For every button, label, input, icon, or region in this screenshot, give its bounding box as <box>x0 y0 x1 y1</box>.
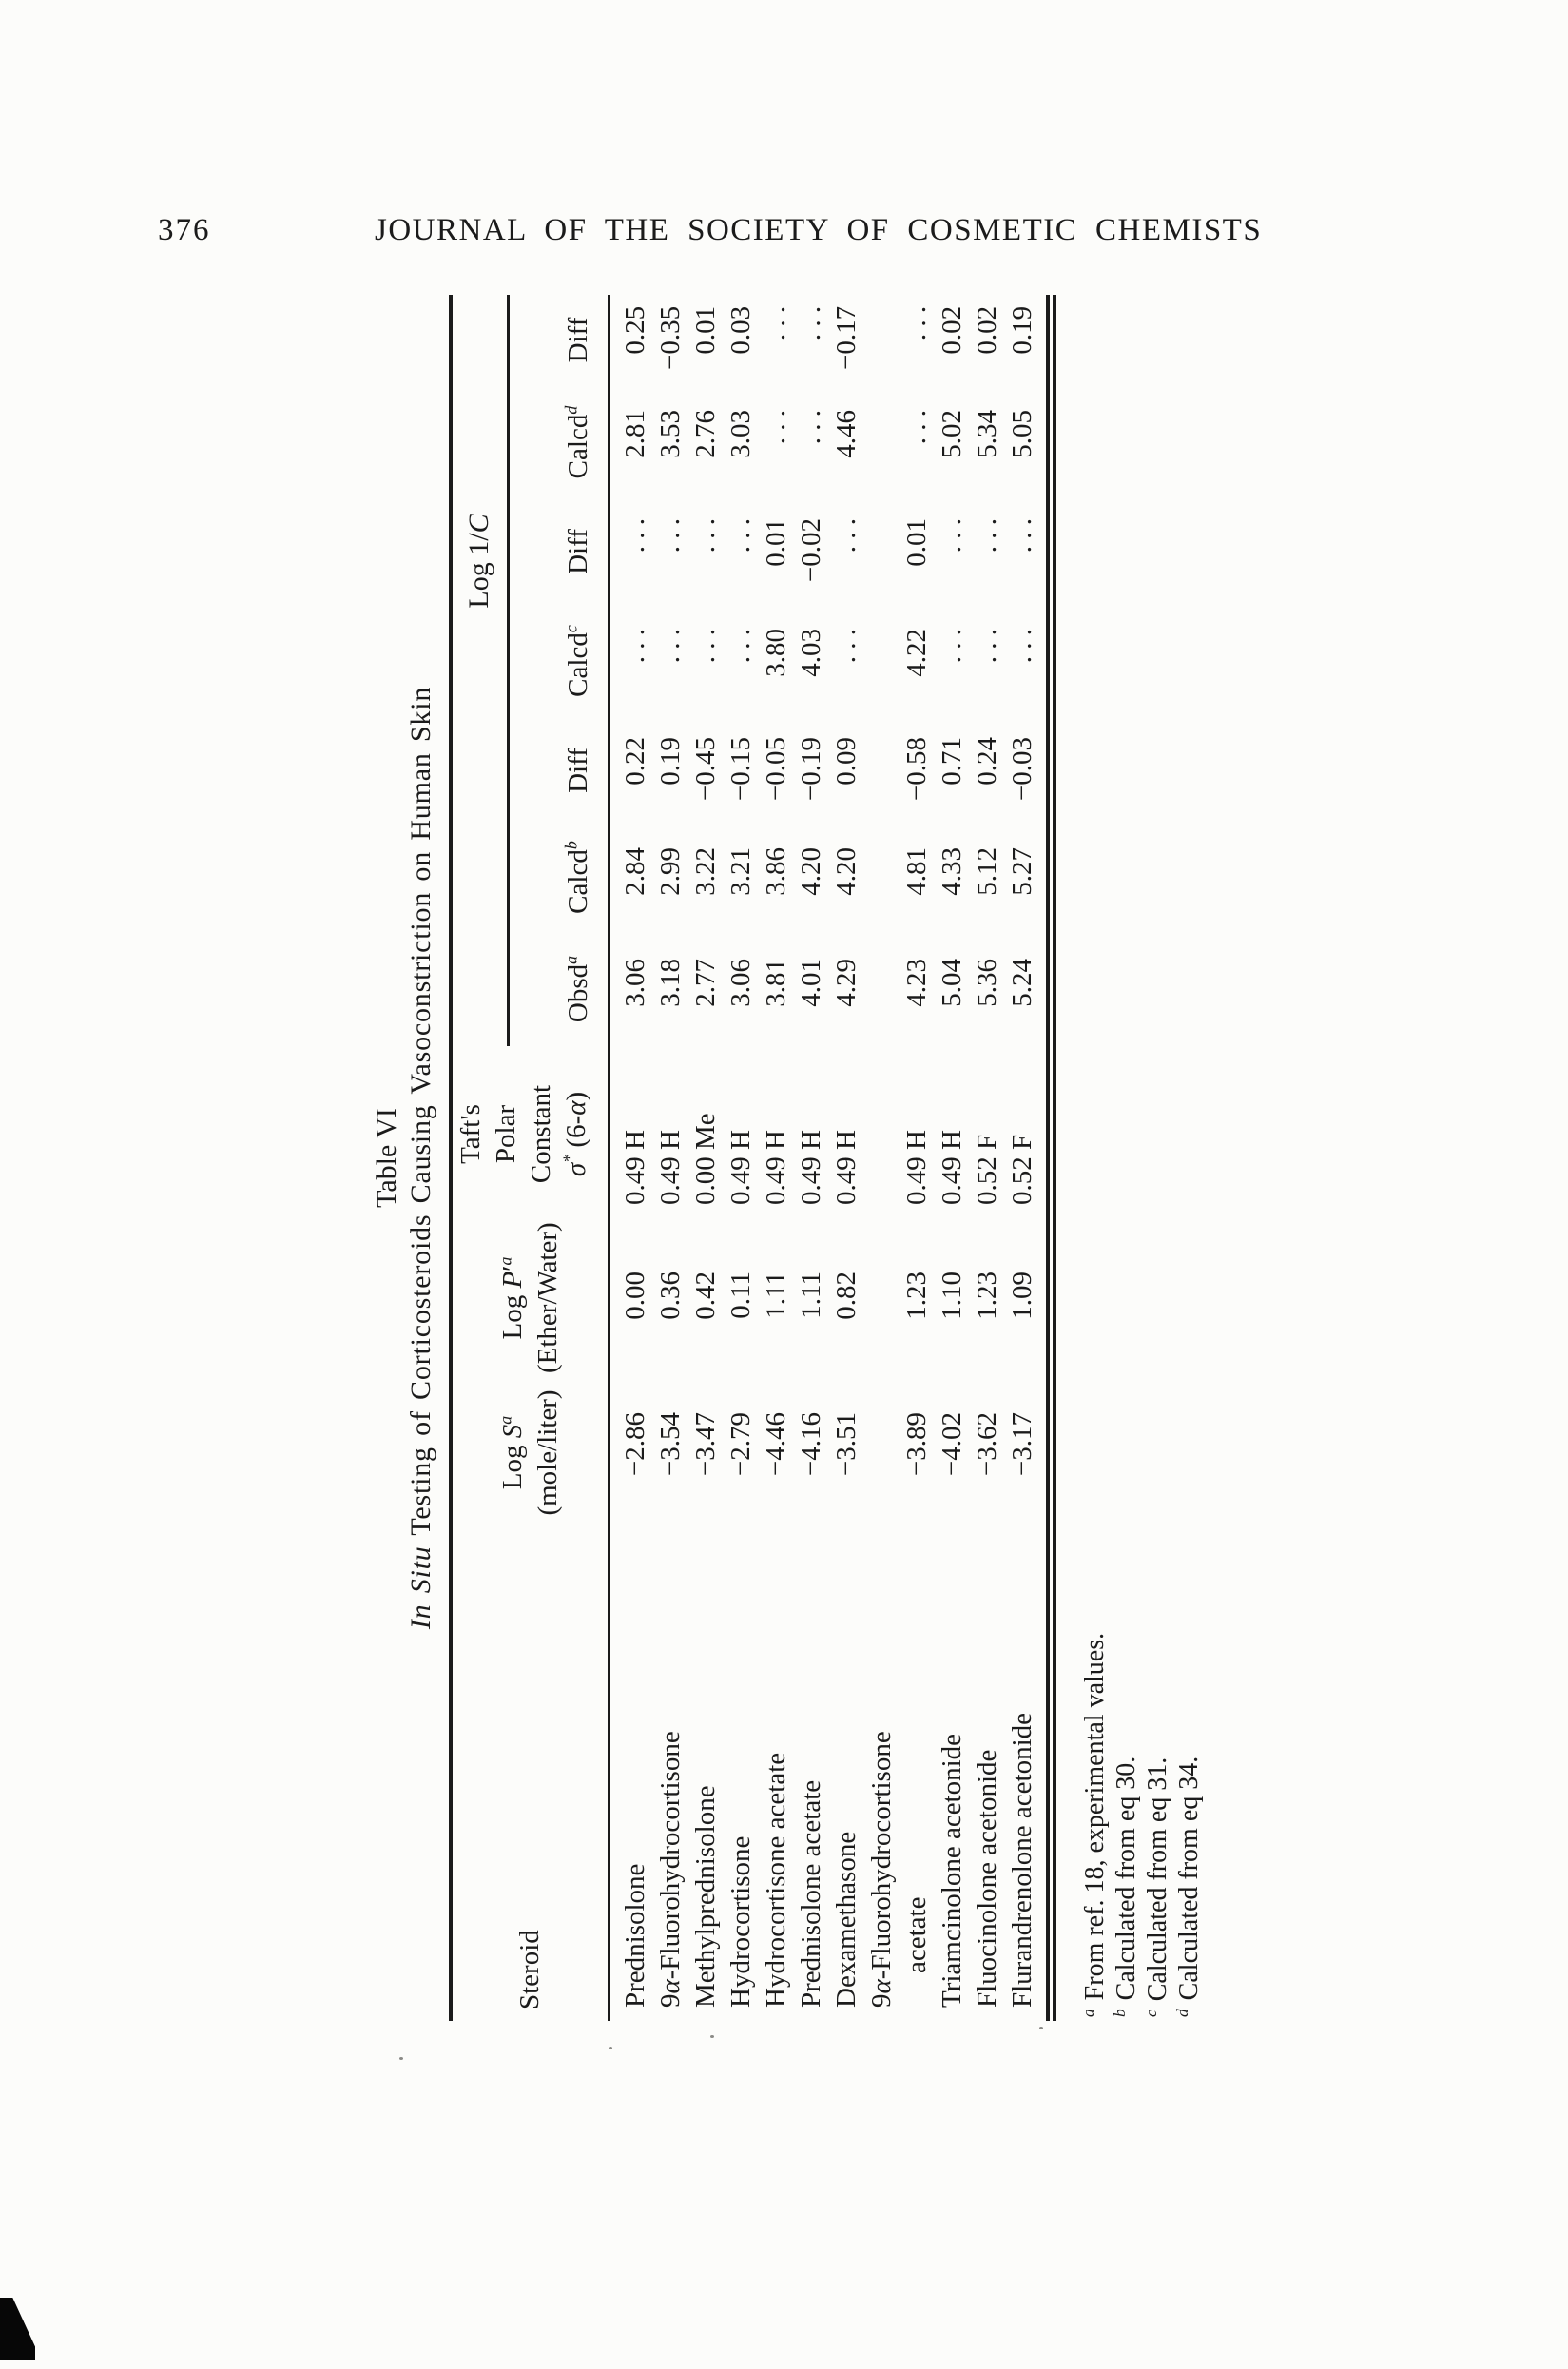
cell-diff-d: 0.02 <box>937 305 967 355</box>
footnote: $^d$Calculated from eq 34. <box>1172 1756 1204 2017</box>
cell-log-s: −3.62 <box>972 1412 1002 1477</box>
cell-diff-d: . . . <box>901 305 932 341</box>
cell-log-p: 1.23 <box>972 1272 1002 1320</box>
cell-steroid: Hydrocortisone acetate <box>761 1752 791 2008</box>
table-title-rest: Testing of Corticosteroids Causing Vasoconstriction on Human Skin <box>405 686 436 1546</box>
cell-obsd: 4.01 <box>796 959 826 1007</box>
cell-log-s: −3.51 <box>831 1412 861 1477</box>
cell-taft: 0.49 H <box>761 1130 791 1205</box>
cell-steroid: Methylprednisolone <box>690 1785 721 2008</box>
cell-log-s: −2.86 <box>620 1412 650 1477</box>
cell-steroid: 9α-Fluorohydrocortisone <box>655 1731 686 2008</box>
table-title <box>405 295 437 2021</box>
table-row <box>759 295 794 2021</box>
cell-diff-c: . . . <box>972 518 1002 553</box>
cell-taft: 0.49 H <box>726 1130 756 1205</box>
col-header-taft: Taft's Polar Constant σ* (6-α) <box>455 1084 591 1184</box>
table-head <box>451 295 610 2021</box>
cell-steroid: Triamcinolone acetonide <box>937 1733 967 2008</box>
table-row <box>688 295 724 2021</box>
cell-diff-d: −0.17 <box>831 305 861 371</box>
scan-speck <box>710 2035 714 2038</box>
cell-taft: 0.49 H <box>796 1130 826 1205</box>
cell-log-p: 1.23 <box>901 1272 932 1320</box>
table-row <box>724 295 759 2021</box>
cell-calcd-c: . . . <box>1007 629 1037 664</box>
table-row <box>610 295 654 2021</box>
cell-obsd: 5.36 <box>972 959 1002 1007</box>
cell-calcd-b: 2.84 <box>620 847 650 896</box>
cell-diff-c: . . . <box>831 518 861 553</box>
cell-steroid: Fluocinolone acetonide <box>972 1749 1002 2008</box>
cell-log-s: −4.02 <box>937 1412 967 1477</box>
cell-diff-d: . . . <box>796 305 826 341</box>
cell-diff-b: −0.45 <box>690 737 721 802</box>
cell-calcd-b: 5.27 <box>1007 847 1037 896</box>
cell-steroid: 9α-Fluorohydrocortisone acetate <box>866 1731 932 2008</box>
cell-calcd-d: . . . <box>761 410 791 445</box>
cell-calcd-c: . . . <box>690 629 721 664</box>
table-body <box>610 295 1052 2021</box>
cell-log-p: 0.36 <box>655 1272 686 1320</box>
cell-diff-b: −0.05 <box>761 737 791 802</box>
cell-log-s: −2.79 <box>726 1412 756 1477</box>
cell-calcd-b: 2.99 <box>655 847 686 896</box>
cell-calcd-d: 3.53 <box>655 410 686 458</box>
journal-title: JOURNAL OF THE SOCIETY OF COSMETIC CHEMISTS <box>375 213 1263 247</box>
cell-calcd-d: 4.46 <box>831 410 861 458</box>
cell-diff-d: 0.02 <box>972 305 1002 355</box>
cell-diff-d: 0.25 <box>620 305 650 355</box>
col-header-calcd-c: Calcd$^c$ <box>561 625 593 697</box>
cell-log-s: −3.54 <box>655 1412 686 1477</box>
cell-obsd: 3.06 <box>726 959 756 1007</box>
table-title-italic: In Situ <box>405 1545 436 1630</box>
cell-diff-c: −0.02 <box>796 518 826 583</box>
cell-diff-c: . . . <box>937 518 967 553</box>
cell-obsd: 2.77 <box>690 959 721 1007</box>
col-header-steroid: Steroid <box>514 1930 545 2010</box>
cell-log-p: 1.10 <box>937 1272 967 1320</box>
table-row <box>653 295 688 2021</box>
cell-calcd-b: 3.86 <box>761 847 791 896</box>
cell-calcd-b: 4.33 <box>937 847 967 896</box>
cell-diff-d: 0.03 <box>726 305 756 355</box>
cell-calcd-b: 4.20 <box>796 847 826 896</box>
cell-steroid: Flurandrenolone acetonide <box>1007 1712 1037 2008</box>
col-header-calcd-b: Calcd$^b$ <box>561 841 593 914</box>
cell-diff-d: 0.01 <box>690 305 721 355</box>
cell-log-s: −3.89 <box>901 1412 932 1477</box>
cell-calcd-c: . . . <box>655 629 686 664</box>
table-row <box>829 295 864 2021</box>
rotated-table-container <box>371 290 1236 2021</box>
cell-calcd-c: . . . <box>620 629 650 664</box>
cell-steroid: Prednisolone <box>620 1863 650 2008</box>
cell-taft: 0.49 H <box>831 1130 861 1205</box>
col-header-log-s: Log $S^a$ (mole/liter) <box>494 1389 563 1516</box>
cell-calcd-c: 4.22 <box>901 629 932 677</box>
cell-diff-c: . . . <box>620 518 650 553</box>
cell-calcd-b: 4.81 <box>901 847 932 896</box>
cell-calcd-d: 5.05 <box>1007 410 1037 458</box>
col-header-diff-b: Diff <box>563 748 593 793</box>
cell-taft: 0.49 H <box>937 1130 967 1205</box>
scan-speck <box>1039 2027 1043 2029</box>
cell-calcd-c: . . . <box>726 629 756 664</box>
cell-taft: 0.00 Me <box>690 1113 721 1205</box>
cell-taft: 0.49 H <box>901 1130 932 1205</box>
table-footnotes <box>1079 295 1205 2021</box>
cell-calcd-c: . . . <box>937 629 967 664</box>
cell-obsd: 3.81 <box>761 959 791 1007</box>
running-head <box>0 213 1568 251</box>
data-table <box>449 295 1056 2021</box>
cell-diff-b: 0.24 <box>972 737 1002 786</box>
cell-calcd-c: 4.03 <box>796 629 826 677</box>
table-row <box>864 295 935 2021</box>
cell-log-p: 0.11 <box>726 1272 756 1319</box>
cell-steroid: Hydrocortisone <box>726 1835 756 2008</box>
cell-log-p: 0.42 <box>690 1272 721 1320</box>
col-header-diff-c: Diff <box>563 529 593 574</box>
cell-diff-b: −0.03 <box>1007 737 1037 802</box>
page-number: 376 <box>158 213 211 247</box>
cell-calcd-d: 3.03 <box>726 410 756 458</box>
cell-diff-c: 0.01 <box>761 518 791 567</box>
cell-calcd-b: 3.22 <box>690 847 721 896</box>
cell-log-s: −3.47 <box>690 1412 721 1477</box>
cell-calcd-d: . . . <box>901 410 932 445</box>
cell-log-s: −4.46 <box>761 1412 791 1477</box>
cell-diff-c: . . . <box>1007 518 1037 553</box>
cell-diff-b: 0.22 <box>620 737 650 786</box>
scan-corner-artifact <box>0 2298 35 2360</box>
cell-diff-c: . . . <box>690 518 721 553</box>
cell-taft: 0.49 H <box>620 1130 650 1205</box>
cell-calcd-d: 2.76 <box>690 410 721 458</box>
table-row <box>935 295 970 2021</box>
cell-obsd: 5.24 <box>1007 959 1037 1007</box>
cell-log-p: 1.11 <box>796 1272 826 1319</box>
cell-obsd: 4.23 <box>901 959 932 1007</box>
cell-diff-d: −0.35 <box>655 305 686 371</box>
cell-diff-b: 0.71 <box>937 737 967 786</box>
cell-obsd: 5.04 <box>937 959 967 1007</box>
cell-taft: 0.52 F <box>972 1134 1002 1205</box>
cell-log-p: 1.11 <box>761 1272 791 1319</box>
cell-diff-c: . . . <box>655 518 686 553</box>
cell-log-p: 0.82 <box>831 1272 861 1320</box>
cell-calcd-b: 4.20 <box>831 847 861 896</box>
cell-calcd-c: . . . <box>972 629 1002 664</box>
cell-calcd-c: . . . <box>831 629 861 664</box>
cell-diff-d: . . . <box>761 305 791 341</box>
cell-log-p: 1.09 <box>1007 1272 1037 1320</box>
cell-calcd-c: 3.80 <box>761 629 791 677</box>
cell-log-s: −4.16 <box>796 1412 826 1477</box>
cell-calcd-b: 3.21 <box>726 847 756 896</box>
table-row <box>1005 295 1052 2021</box>
cell-obsd: 4.29 <box>831 959 861 1007</box>
col-header-obsd: Obsd$^a$ <box>561 955 593 1023</box>
cell-steroid: Prednisolone acetate <box>796 1779 826 2008</box>
cell-taft: 0.49 H <box>655 1130 686 1205</box>
cell-log-s: −3.17 <box>1007 1412 1037 1477</box>
cell-diff-c: 0.01 <box>901 518 932 567</box>
table-number: Table VI <box>371 1108 402 1208</box>
cell-diff-d: 0.19 <box>1007 305 1037 355</box>
cell-calcd-d: 5.34 <box>972 410 1002 458</box>
cell-diff-b: −0.19 <box>796 737 826 802</box>
cell-obsd: 3.06 <box>620 959 650 1007</box>
cell-diff-c: . . . <box>726 518 756 553</box>
cell-log-p: 0.00 <box>620 1272 650 1320</box>
cell-calcd-d: 5.02 <box>937 410 967 458</box>
cell-calcd-b: 5.12 <box>972 847 1002 896</box>
footnote: $^b$Calculated from eq 30. <box>1110 1756 1141 2017</box>
table-block <box>371 295 1205 2021</box>
cell-diff-b: 0.09 <box>831 737 861 786</box>
scan-speck <box>609 2047 612 2049</box>
footnote: $^a$From ref. 18, experimental values. <box>1078 1632 1110 2017</box>
cell-steroid: Dexamethasone <box>831 1831 861 2008</box>
col-header-diff-d: Diff <box>563 317 593 363</box>
col-header-calcd-d: Calcd$^d$ <box>561 405 593 479</box>
table-row <box>794 295 829 2021</box>
cell-diff-b: 0.19 <box>655 737 686 786</box>
cell-obsd: 3.18 <box>655 959 686 1007</box>
col-header-log-p: Log $P'^a$ (Ether/Water) <box>494 1222 563 1373</box>
cell-diff-b: −0.58 <box>901 737 932 802</box>
col-header-log-1c: Log 1/C <box>451 295 509 1046</box>
scan-speck <box>399 2057 403 2060</box>
cell-taft: 0.52 F <box>1007 1134 1037 1205</box>
footnote: $^c$Calculated from eq 31. <box>1141 1757 1172 2017</box>
cell-calcd-d: 2.81 <box>620 410 650 458</box>
cell-diff-b: −0.15 <box>726 737 756 802</box>
cell-calcd-d: . . . <box>796 410 826 445</box>
table-row <box>970 295 1005 2021</box>
